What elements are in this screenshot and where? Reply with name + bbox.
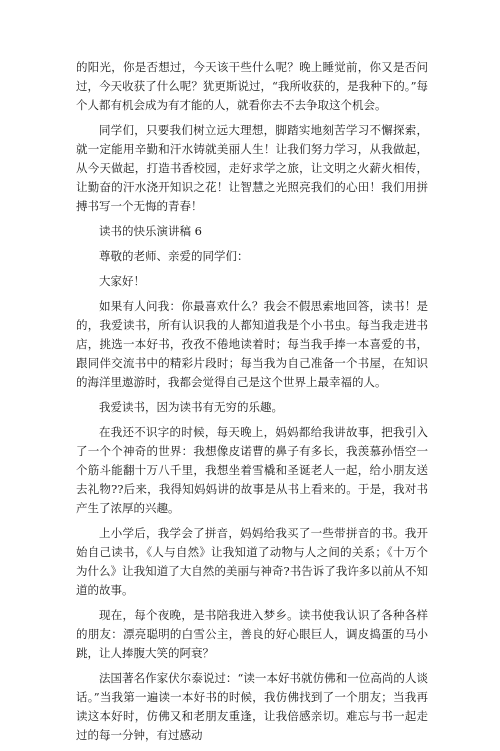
speech-title: 读书的快乐演讲稿 6 [99, 224, 202, 238]
paragraph: 法国著名作家伏尔泰说过：“读一本好书就仿佛和一位高尚的人谈话。”当我第一遍读一本好书的时候，我仿佛找到了一个朋友；当我再读这本好时，仿佛又和老朋友重逢，让我倍感亲切。难忘与书一起走过的每一分钟，有过感动 [76, 671, 428, 742]
paragraph: 在我还不识字的时候，每天晚上，妈妈都给我讲故事，把我引入了一个个神奇的世界：我想像皮诺曹的鼻子有多长，我羡慕孙悟空一个筋斗能翻十万八千里，我想坐着雪橇和圣诞老人一起，给小朋友送去礼物??后来，我得知妈妈讲的故事是从书上看来的。于是，我对书产生了浓厚的兴趣。 [76, 425, 428, 515]
paragraph: 的阳光，你是否想过，今天该干些什么呢？晚上睡觉前，你又是否问过，今天收获了什么呢？犹更斯说过，“我所收获的，是我种下的。”每个人都有机会成为有才能的人，就看你去不去争取这个机会。 [76, 60, 428, 112]
paragraph: 现在，每个夜晚，是书陪我进入梦乡。读书使我认识了各种各样的朋友：漂亮聪明的白雪公主，善良的好心眼巨人，调皮捣蛋的马小跳，让人捧腹大笑的阿衰？ [76, 608, 428, 660]
salutation: 尊敬的老师、亲爱的同学们： [99, 249, 249, 263]
greeting: 大家好！ [99, 274, 145, 288]
paragraph: 如果有人问我：你最喜欢什么？我会不假思索地回答，读书！是的，我爱读书，所有认识我的人都知道我是个小书虫。每当我走进书店，挑选一本好书，孜孜不倦地读着时；每当我手捧一本喜爱的书，跟同伴交流书中的精彩片段时；每当我为自己准备一个书屋，在知识的海洋里遨游时，我都会觉得自己是这个世界上最幸福的人。 [76, 299, 428, 389]
paragraph: 同学们，只要我们树立远大理想，脚踏实地刻苦学习不懈探索，就一定能用辛勤和汗水铸就美丽人生！让我们努力学习，从我做起，从今天做起，打造书香校园，走好求学之旅，让文明之火薪火相传，让勤奋的汗水浇开知识之花！让智慧之光照亮我们的心田！我们用拼搏书写一个无悔的青春！ [76, 123, 428, 213]
paragraph: 我爱读书，因为读书有无穷的乐趣。 [99, 400, 283, 414]
paragraph: 上小学后，我学会了拼音，妈妈给我买了一些带拼音的书。我开始自己读书，《人与自然》让我知道了动物与人之间的关系；《十万个为什么》让我知道了大自然的美丽与神奇?书告诉了我许多以前从不知道的故事。 [76, 526, 428, 597]
document-page [76, 58, 428, 751]
